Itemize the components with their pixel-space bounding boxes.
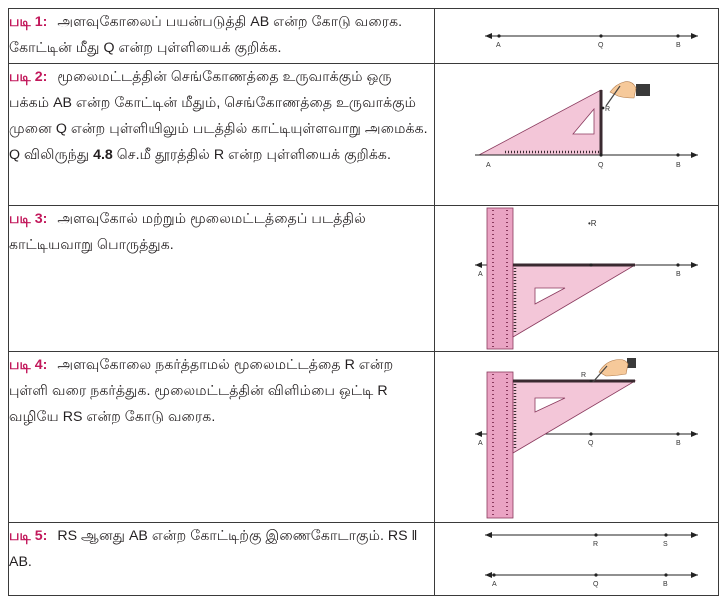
label-b: B (676, 440, 681, 447)
arrow-right-icon (691, 431, 698, 437)
arrow-right-icon (691, 532, 698, 538)
step-3-text-cell (9, 206, 435, 352)
step-2-diagram (435, 64, 718, 205)
hand-icon (599, 360, 628, 377)
arrow-left-icon (475, 431, 482, 437)
arrow-right-icon (691, 572, 698, 578)
step-4-label: படி 4: (9, 357, 48, 373)
label-q: Q (593, 581, 599, 588)
step-row-3 (9, 206, 719, 352)
set-square (513, 381, 635, 453)
step-4-description: அளவுகோலை நகர்த்தாமல் மூலைமட்டத்தை R என்ற புள்ளி வரை நகர்த்துக. மூலைமட்டத்தின் விளிம்பை ஒட்டி R வழியே RS என்ற கோடு வரைக. (9, 357, 394, 425)
label-s: S (663, 541, 668, 548)
label-b: B (676, 42, 681, 49)
hand-sleeve-icon (636, 84, 650, 96)
label-b: B (663, 581, 668, 588)
label-a: A (478, 271, 483, 278)
construction-steps-table (8, 8, 719, 596)
ruler (487, 372, 513, 518)
point-b (664, 573, 667, 576)
hand-sleeve-icon (627, 358, 636, 368)
arrow-left-icon (485, 532, 492, 538)
step-1-text-cell (9, 9, 435, 64)
label-q: Q (598, 162, 604, 169)
step-5-label: படி 5: (9, 528, 48, 544)
label-b: B (676, 271, 681, 278)
point-q (599, 34, 602, 37)
step-4-diagram (435, 352, 718, 522)
step-2-text-cell (9, 64, 435, 206)
arrow-right-icon (691, 262, 698, 268)
step-1-description: அளவுகோலைப் பயன்படுத்தி AB என்ற கோடு வரைக. கோட்டின் மீது Q என்ற புள்ளியைக் குறிக்க. (9, 14, 403, 56)
point-q (594, 573, 597, 576)
step-3-label: படி 3: (9, 211, 48, 227)
step-5-diagram (435, 523, 718, 595)
arrow-left-icon (485, 33, 492, 39)
step-row-1 (9, 9, 719, 64)
point-b (676, 34, 679, 37)
step-2-measure: 4.8 (93, 147, 113, 163)
step-row-2 (9, 64, 719, 206)
step-5-figure (435, 523, 719, 596)
label-q: Q (598, 42, 604, 49)
arrow-left-icon (485, 572, 492, 578)
step-4-figure (435, 352, 719, 523)
point-q (589, 432, 592, 435)
step-2-figure (435, 64, 719, 206)
label-r: R (593, 541, 599, 548)
step-3-description: அளவுகோல் மற்றும் மூலைமட்டத்தைப் படத்தில் காட்டியவாறு பொருத்துக. (9, 211, 366, 253)
point-q (599, 153, 602, 156)
step-2-label: படி 2: (9, 69, 48, 85)
step-2-description-a: மூலைமட்டத்தின் செங்கோணத்தை உருவாக்கும் ஒரு பக்கம் AB என்ற கோட்டின் மீதும், செங்கோணத்தை உருவாக்கும் முனை Q என்ற புள்ளியிலும் படத்தில் காட்டியுள்ளவாறு அமைக்க. Q விலிருந்து (9, 69, 428, 163)
point-s (664, 533, 667, 536)
label-a: A (492, 581, 497, 588)
label-r: •R (588, 219, 597, 228)
point-a (497, 34, 500, 37)
ruler (487, 208, 513, 349)
step-4-text-cell (9, 352, 435, 523)
label-q: Q (588, 440, 594, 447)
set-square (513, 265, 635, 337)
label-a: A (496, 42, 501, 49)
point-a (492, 573, 495, 576)
step-1-figure (435, 9, 719, 64)
arrow-left-icon (475, 262, 482, 268)
label-a: A (478, 440, 483, 447)
label-r: R (605, 106, 611, 113)
arrow-right-icon (691, 152, 698, 158)
step-3-diagram (435, 206, 718, 351)
arrow-right-icon (691, 33, 698, 39)
step-1-label: படி 1: (9, 14, 48, 30)
point-b (676, 263, 679, 266)
step-row-4 (9, 352, 719, 523)
step-5-text-cell (9, 523, 435, 596)
point-q (589, 263, 592, 266)
label-a: A (486, 162, 491, 169)
point-r (594, 533, 597, 536)
label-b: B (676, 162, 681, 169)
point-b (676, 432, 679, 435)
point-r (602, 107, 605, 110)
step-1-diagram (435, 9, 718, 63)
step-2-description-b: செ.மீ தூரத்தில் R என்ற புள்ளியைக் குறிக்க. (112, 147, 391, 163)
point-r (590, 380, 593, 383)
step-3-figure (435, 206, 719, 352)
label-r: R (581, 372, 587, 379)
point-b (676, 153, 679, 156)
step-5-description: RS ஆனது AB என்ற கோட்டிற்கு இணைகோடாகும். RS ǁ AB. (9, 528, 418, 570)
step-row-5 (9, 523, 719, 596)
